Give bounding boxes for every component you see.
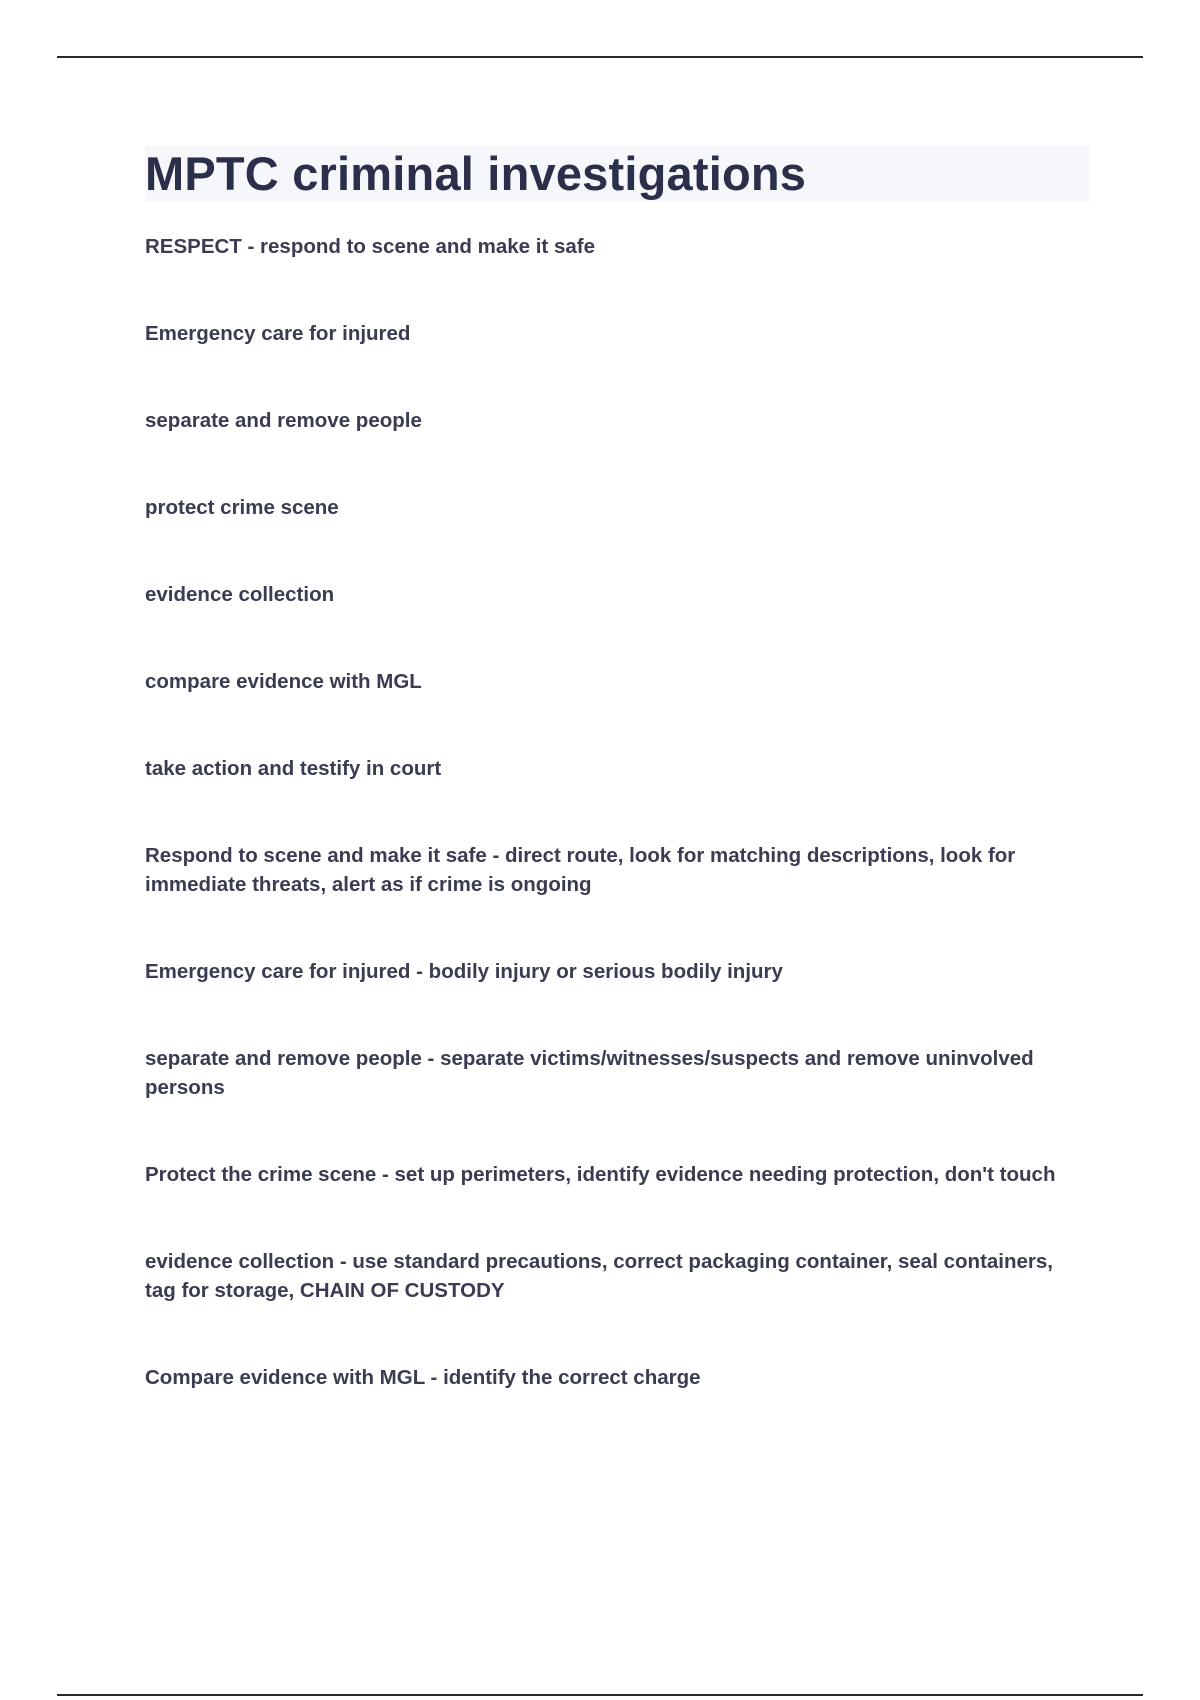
flashcard-item: evidence collection — [145, 583, 335, 606]
flashcard-item: Emergency care for injured - bodily injury or serious bodily injury — [145, 960, 783, 983]
flashcard-item: Respond to scene and make it safe - direct route, look for matching descriptions, look for immediate threats, alert as if crime is ongoing — [145, 844, 1016, 896]
title-banner — [145, 146, 1089, 202]
flashcard-item: compare evidence with MGL — [145, 670, 422, 693]
footer-divider — [57, 1694, 1143, 1696]
flashcard-item: protect crime scene — [145, 496, 339, 519]
flashcard-item: separate and remove people - separate victims/witnesses/suspects and remove uninvolved persons — [145, 1047, 1034, 1099]
flashcard-item: separate and remove people — [145, 409, 422, 432]
flashcard-item: take action and testify in court — [145, 757, 442, 780]
page-title: MPTC criminal investigations — [145, 147, 807, 200]
flashcard-item: Compare evidence with MGL - identify the correct charge — [145, 1366, 701, 1389]
header-divider — [57, 56, 1143, 58]
flashcard-item: RESPECT - respond to scene and make it safe — [145, 235, 595, 258]
document-body — [145, 146, 1089, 1450]
flashcard-item: Emergency care for injured — [145, 322, 411, 345]
flashcard-item: evidence collection - use standard precautions, correct packaging container, seal containers, tag for storage, CHAIN OF CUSTODY — [145, 1250, 1053, 1302]
flashcard-item: Protect the crime scene - set up perimeters, identify evidence needing protection, don't touch — [145, 1163, 1056, 1186]
